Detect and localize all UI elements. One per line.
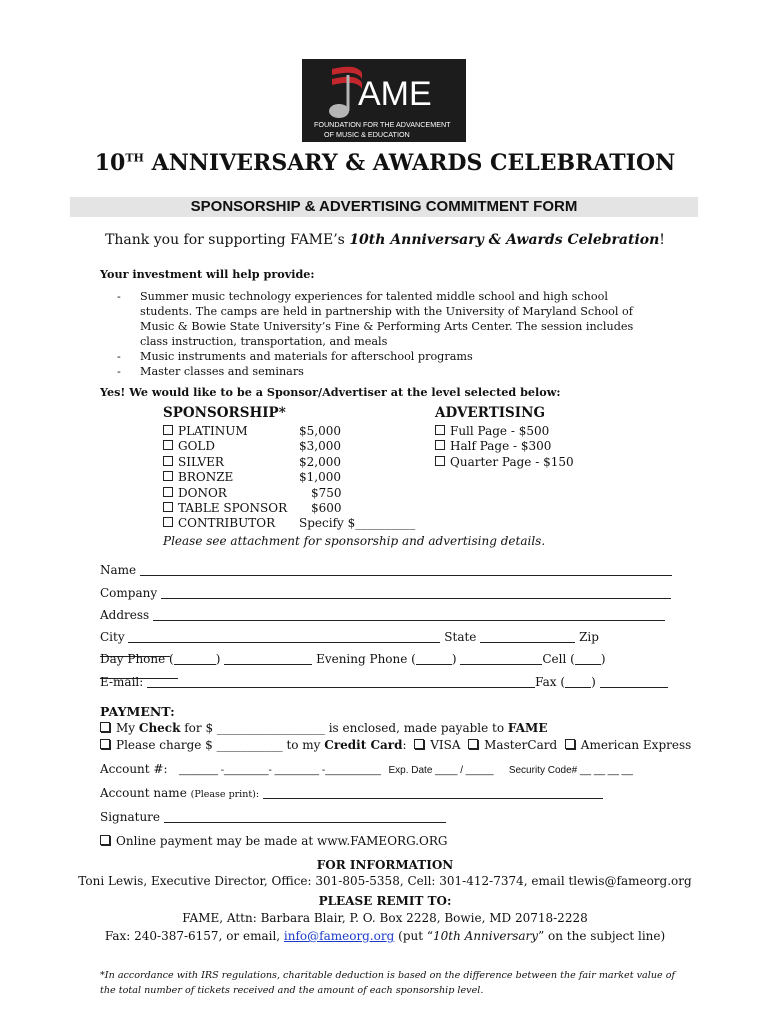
sponsorship-heading: SPONSORSHIP*: [163, 405, 286, 421]
remit-address: FAME, Attn: Barbara Blair, P. O. Box 2228, Bowie, MD 20718-2228: [182, 911, 588, 925]
email-fax-row: E-mail: Fax ( ): [100, 675, 672, 689]
checkbox[interactable]: [435, 425, 445, 435]
title-number: 10: [94, 150, 126, 176]
field-label: State: [444, 630, 477, 644]
sponsor-level-contributor[interactable]: [163, 516, 423, 531]
check-option[interactable]: [100, 721, 547, 735]
level-amount: $600: [311, 501, 342, 516]
ad-option-quarter[interactable]: [435, 455, 574, 470]
level-amount: $1,000: [299, 470, 341, 485]
sponsorship-note: Please see attachment for sponsorship and advertising details.: [163, 534, 546, 548]
checkbox[interactable]: [435, 440, 445, 450]
level-name: GOLD: [178, 439, 216, 454]
fax-area-line[interactable]: [565, 676, 591, 688]
level-name: DONOR: [178, 485, 227, 500]
field-label: E-mail:: [100, 675, 144, 689]
online-payment-option[interactable]: [100, 834, 448, 848]
pay-text: for $ __________________ is enclosed, made payable to: [180, 721, 508, 735]
ad-label: Full Page - $500: [450, 424, 550, 438]
amex-checkbox[interactable]: [565, 739, 575, 749]
checkbox[interactable]: [435, 456, 445, 466]
account-number-input[interactable]: _______ -________- ________ -__________: [178, 765, 381, 776]
sponsor-level-donor[interactable]: [163, 486, 423, 501]
visa-checkbox[interactable]: [414, 739, 424, 749]
card-label: American Express: [580, 738, 692, 752]
level-amount: Specify $__________: [299, 516, 416, 531]
logo-wordmark: AME: [358, 75, 432, 113]
sponsor-level-table[interactable]: [163, 501, 423, 516]
day-area-line[interactable]: [174, 653, 216, 665]
sponsor-level-gold[interactable]: [163, 439, 423, 454]
investment-heading: Your investment will help provide:: [100, 267, 315, 281]
checkbox[interactable]: [163, 487, 173, 497]
state-line[interactable]: [480, 631, 575, 643]
remit-text: Fax: 240-387-6157, or email,: [104, 929, 284, 943]
security-code-input[interactable]: Security Code# __ __ __ __: [508, 765, 633, 776]
city-line[interactable]: [128, 631, 440, 643]
advertising-heading: ADVERTISING: [435, 405, 545, 421]
pay-text: Please charge $ ___________ to my: [116, 738, 325, 752]
payee: FAME: [507, 721, 548, 735]
ad-label: Half Page - $300: [450, 439, 552, 454]
irs-footnote: *In accordance with IRS regulations, charitable deduction is based on the difference between the fair market value of the total number of tickets received and the amount of each sponsorship level.: [100, 970, 676, 996]
signature-line[interactable]: [164, 811, 446, 823]
credit-card-option[interactable]: [100, 738, 691, 752]
pay-text: :: [402, 738, 407, 752]
event-name: 10th Anniversary & Awards Celebration: [349, 232, 660, 248]
email-line[interactable]: [147, 676, 535, 688]
level-name: CONTRIBUTOR: [178, 516, 276, 531]
advertising-options: [435, 424, 574, 470]
remit-italic: 10th Anniversary: [433, 929, 539, 943]
field-label: Name: [100, 563, 137, 577]
print-hint: (Please print):: [190, 789, 260, 800]
sponsor-level-platinum[interactable]: [163, 424, 423, 439]
level-name: TABLE SPONSOR: [178, 501, 288, 516]
pay-bold: Credit Card: [324, 738, 403, 752]
thanks-text: Thank you for supporting FAME’s: [105, 232, 350, 248]
benefit-list: [100, 289, 660, 379]
checkbox[interactable]: [163, 517, 173, 527]
remit-text: (put “: [394, 929, 434, 943]
address-field[interactable]: [100, 608, 672, 622]
checkbox[interactable]: [163, 471, 173, 481]
benefit-item: - Summer music technology experiences for talented middle school and high school students. The camps are held in partnership with the University of Maryland School of Music & Bowie State University’s Fine & Performing Arts Center. The session includes class instruction, transportation, and meals: [100, 289, 660, 349]
field-label: Account #:: [100, 762, 168, 776]
sponsor-level-silver[interactable]: [163, 455, 423, 470]
thank-you-line: [0, 232, 770, 248]
charge-checkbox[interactable]: [100, 739, 110, 749]
benefit-item: - Music instruments and materials for afterschool programs: [100, 349, 660, 364]
form-subtitle: SPONSORSHIP & ADVERTISING COMMITMENT FORM: [190, 198, 578, 215]
checkbox[interactable]: [163, 425, 173, 435]
info-heading: FOR INFORMATION: [316, 858, 454, 872]
thanks-end: !: [659, 232, 665, 248]
name-line[interactable]: [140, 564, 672, 576]
ad-option-full[interactable]: [435, 424, 574, 439]
account-name-row[interactable]: [100, 786, 603, 800]
pay-bold: Check: [138, 721, 181, 735]
field-label: Zip: [579, 630, 599, 644]
sponsor-intro: Yes! We would like to be a Sponsor/Advertiser at the level selected below:: [100, 385, 561, 399]
level-amount: $750: [311, 485, 342, 500]
evening-phone-line[interactable]: [460, 653, 542, 665]
field-label: Cell (: [542, 652, 575, 666]
field-label: City: [100, 630, 125, 644]
online-text: Online payment may be made at www.FAMEORG.ORG: [116, 834, 448, 848]
logo-tagline-1: FOUNDATION FOR THE ADVANCEMENT: [314, 120, 451, 129]
field-label: Day Phone (: [100, 652, 174, 666]
sponsorship-levels: [163, 424, 423, 532]
level-amount: $3,000: [299, 439, 341, 454]
account-name-line[interactable]: [263, 787, 603, 799]
signature-row[interactable]: [100, 810, 446, 824]
logo-note-head: [329, 104, 349, 118]
field-label: Fax (: [535, 675, 566, 689]
remit-heading: PLEASE REMIT TO:: [318, 894, 452, 908]
ad-label: Quarter Page - $150: [450, 454, 574, 469]
title-rest: ANNIVERSARY & AWARDS CELEBRATION: [143, 150, 676, 176]
fax-line[interactable]: [600, 676, 668, 688]
day-phone-line[interactable]: [224, 653, 312, 665]
ad-option-half[interactable]: [435, 439, 574, 454]
sponsor-level-bronze[interactable]: [163, 470, 423, 485]
company-field[interactable]: [100, 586, 672, 600]
field-label: Signature: [100, 810, 161, 824]
checkbox[interactable]: [163, 440, 173, 450]
title-sup: TH: [125, 151, 144, 165]
cell-area-line[interactable]: [575, 653, 601, 665]
level-amount: $2,000: [299, 454, 341, 469]
card-label: VISA: [430, 738, 461, 752]
level-name: BRONZE: [178, 470, 234, 485]
field-label: Company: [100, 586, 158, 600]
level-name: PLATINUM: [178, 424, 248, 438]
checkbox[interactable]: [163, 502, 173, 512]
mastercard-checkbox[interactable]: [468, 739, 478, 749]
page-title: [0, 150, 770, 176]
info-contact: Toni Lewis, Executive Director, Office: 301-805-5358, Cell: 301-412-7374, email tlewis@fameorg.org: [78, 874, 692, 888]
card-label: MasterCard: [484, 738, 558, 752]
field-label: Evening Phone (: [316, 652, 416, 666]
company-line[interactable]: [161, 587, 671, 599]
field-label: Account name: [100, 786, 187, 800]
pay-text: My: [116, 721, 139, 735]
level-amount: $5,000: [299, 424, 341, 438]
address-line[interactable]: [153, 609, 665, 621]
payment-heading: PAYMENT:: [100, 704, 175, 719]
field-label: Address: [100, 608, 150, 622]
logo-tagline-2: OF MUSIC & EDUCATION: [324, 130, 410, 139]
benefit-item: - Master classes and seminars: [100, 364, 660, 379]
remit-fax-email: [0, 929, 770, 943]
checkbox[interactable]: [163, 456, 173, 466]
online-checkbox[interactable]: [100, 835, 110, 845]
name-field[interactable]: [100, 563, 672, 577]
exp-date-input[interactable]: Exp. Date ____ / _____: [388, 765, 494, 776]
evening-area-line[interactable]: [416, 653, 452, 665]
check-checkbox[interactable]: [100, 722, 110, 732]
fame-logo: [302, 59, 466, 142]
level-name: SILVER: [178, 454, 224, 469]
remit-text: ” on the subject line): [538, 929, 666, 943]
phone-row: Day Phone ( ) Evening Phone ( ) Cell ( ): [100, 652, 672, 680]
email-link[interactable]: info@fameorg.org: [283, 929, 395, 943]
account-number-row[interactable]: [100, 762, 633, 776]
